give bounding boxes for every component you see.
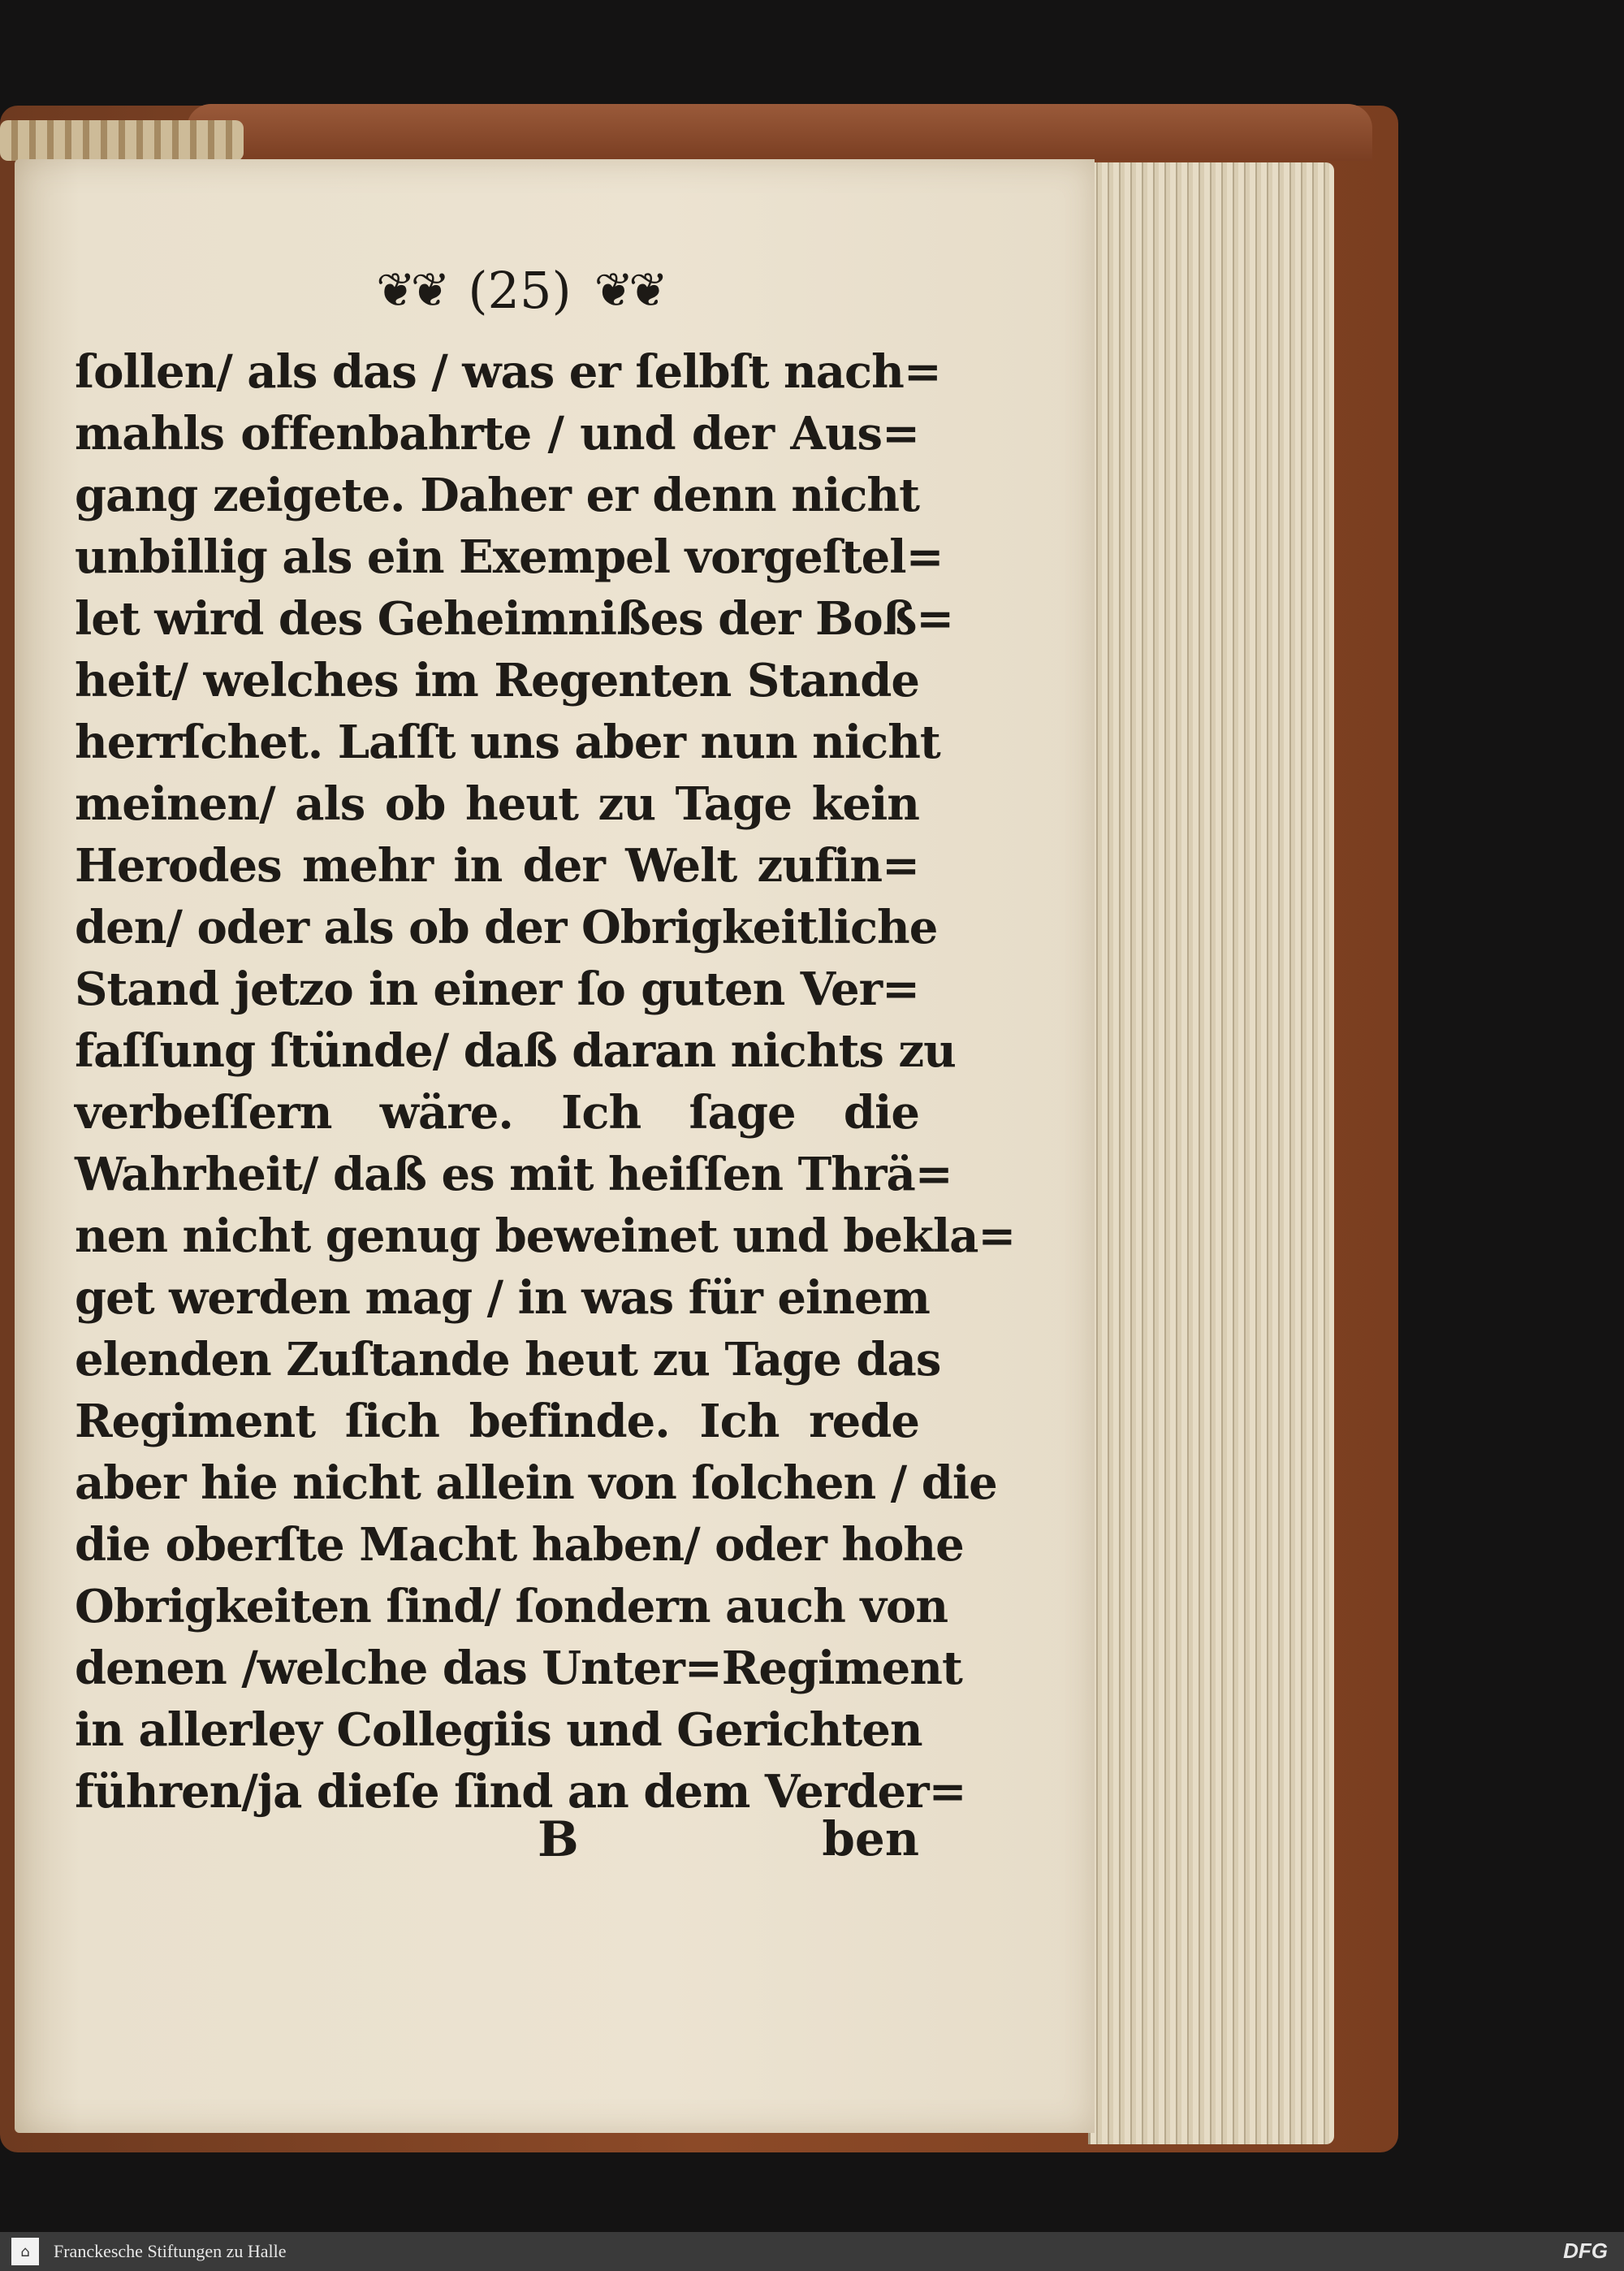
text-line: denen /welche das Unter=Regiment <box>75 1642 962 1695</box>
text-line: faſſung ſtünde/ daß daran nichts zu <box>75 1024 956 1078</box>
text-line: Herodes mehr in der Welt zufin= <box>75 839 919 893</box>
text-line: elenden Zuſtande heut zu Tage das <box>75 1333 941 1386</box>
text-line: führen/ja dieſe ſind an dem Verder= <box>75 1765 966 1819</box>
text-line: verbeſſern wäre. Ich ſage die <box>75 1086 919 1140</box>
institution-name[interactable]: Franckesche Stiftungen zu Halle <box>54 2241 287 2261</box>
page-number: (25) <box>468 260 572 320</box>
headband <box>0 120 244 161</box>
text-line: heit/ welches im Regenten Stande <box>75 654 919 707</box>
text-line: die oberſte Macht haben/ oder hohe <box>75 1518 964 1572</box>
footer-bar <box>0 2232 1624 2271</box>
page-header <box>341 253 698 327</box>
text-line: aber hie nicht allein von ſolchen / die <box>75 1456 997 1510</box>
ornament-right-icon: ❦❦ <box>594 262 663 318</box>
text-line: unbillig als ein Exempel vorgeſtel= <box>75 530 944 584</box>
text-line: let wird des Geheimnißes der Boß= <box>75 592 954 646</box>
body-text <box>75 341 1016 1823</box>
text-line: mahls offenbahrte / und der Aus= <box>75 407 919 461</box>
text-line: ſollen/ als das / was er ſelbſt nach= <box>75 345 941 399</box>
text-line: Regiment ſich befinde. Ich rede <box>75 1395 919 1448</box>
page-edges <box>1088 162 1334 2144</box>
dfg-logo[interactable]: DFG <box>1563 2239 1608 2263</box>
catchword: ben <box>822 1811 919 1867</box>
house-icon[interactable]: ⌂ <box>11 2238 39 2265</box>
text-line: nen nicht genug beweinet und bekla= <box>75 1209 1016 1263</box>
ornament-left-icon: ❦❦ <box>376 262 446 318</box>
text-line: Wahrheit/ daß es mit heiſſen Thrä= <box>75 1148 952 1201</box>
text-line: gang zeigete. Daher er denn nicht <box>75 469 919 522</box>
text-line: herrſchet. Laſſt uns aber nun nicht <box>75 716 940 769</box>
text-line: Stand jetzo in einer ſo guten Ver= <box>75 962 919 1016</box>
text-line: Obrigkeiten ſind/ ſondern auch von <box>75 1580 948 1633</box>
text-line: in allerley Collegiis und Gerichten <box>75 1703 922 1757</box>
text-line: den/ oder als ob der Obrigkeitliche <box>75 901 938 954</box>
signature-mark: B <box>538 1811 579 1868</box>
catchline <box>75 1811 919 1884</box>
book-cover-top <box>187 104 1372 161</box>
text-line: meinen/ als ob heut zu Tage kein <box>75 777 919 831</box>
text-line: get werden mag / in was für einem <box>75 1271 930 1325</box>
